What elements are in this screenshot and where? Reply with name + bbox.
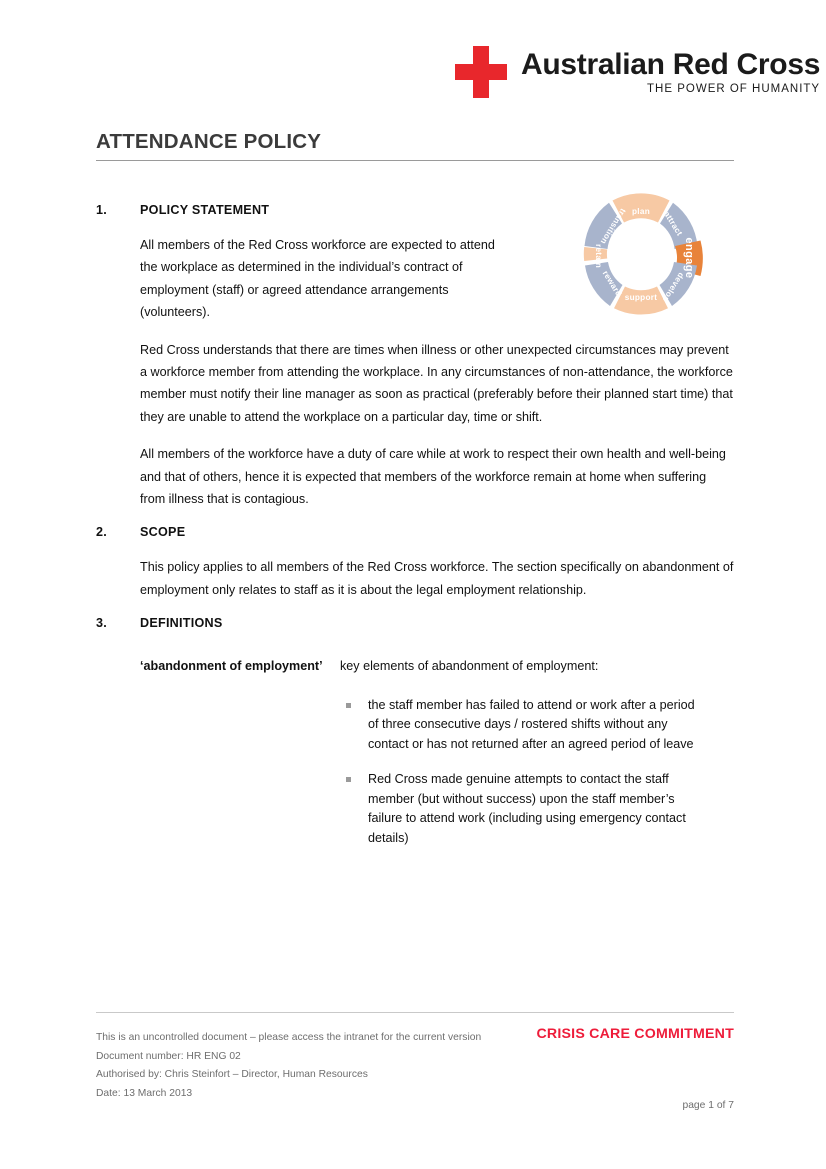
definition-description [340, 655, 734, 864]
logo-text [521, 49, 820, 96]
page-number: page 1 of 7 [682, 1100, 734, 1111]
page-title: ATTENDANCE POLICY [96, 130, 322, 153]
section-title: DEFINITIONS [140, 616, 223, 631]
red-cross-icon [455, 46, 507, 98]
footer-divider [96, 1012, 734, 1013]
donut-label-develop: develop [660, 270, 686, 304]
section-number: 3. [96, 616, 108, 631]
section-heading [96, 525, 734, 539]
donut-label-reward: reward [600, 269, 624, 299]
paragraph: This policy applies to all members of the Red Cross workforce. The section specifically on abandonment of employment only relates to staff as it is about the legal employment relationship. [140, 560, 734, 597]
paragraph: All members of the workforce have a duty of care while at work to respect their own health and well-being and that of others, hence it is expected that members of the workforce remain at home when suffering from illness that is contagious. [140, 447, 726, 507]
definition-term: ‘abandonment of employment’ [140, 659, 323, 674]
paragraph: All members of the Red Cross workforce are expected to attend the workplace as determined in the individual’s contract of employment (staff) or agreed attendance arrangements (volunteers). [140, 238, 495, 320]
donut-label-attract: attract [662, 209, 685, 238]
crisis-care-commitment-tagline: CRISIS CARE COMMITMENT [536, 1026, 734, 1042]
donut-label-support: support [624, 293, 658, 302]
list-item: the staff member has failed to attend or work after a period of three consecutive days / rostered shifts without any contact or has not returned after an agreed period of leave [340, 696, 698, 755]
footer-line: Authorised by: Chris Steinfort – Director, Human Resources [96, 1069, 368, 1081]
donut-label-plan: plan [631, 207, 651, 216]
section-heading [96, 616, 734, 630]
list-item: Red Cross made genuine attempts to contact the staff member (but without success) upon the staff member’s failure to attend work (including using emergency contact details) [340, 770, 698, 848]
brand-logo [455, 46, 820, 98]
footer-line: Document number: HR ENG 02 [96, 1050, 241, 1062]
section-number: 2. [96, 525, 108, 540]
definition-row [140, 655, 734, 864]
title-divider [96, 160, 734, 161]
section-title: POLICY STATEMENT [140, 203, 270, 217]
section-title: SCOPE [140, 525, 186, 540]
section-number: 1. [96, 203, 108, 217]
section-definitions [96, 616, 734, 864]
footer-metadata [96, 1029, 516, 1104]
donut-label-transition: transition [598, 206, 628, 246]
section-policy-statement [96, 203, 734, 510]
section-scope [96, 525, 734, 601]
footer-line: Date: 13 March 2013 [96, 1088, 193, 1100]
paragraph: Red Cross understands that there are times when illness or other unexpected circumstances may prevent a workforce member from attending the workplace. In any circumstances of non-attendance, the workforce member must notify their line manager as soon as practical (preferably before their planned start time) that they are unable to attend the workplace on a particular day, time or shift. [140, 342, 733, 424]
logo-tagline: THE POWER OF HUMANITY [647, 83, 821, 96]
definition-lead: key elements of abandonment of employment: [340, 659, 599, 674]
definition-bullet-list [340, 696, 734, 849]
donut-label-engage: engage [683, 237, 695, 279]
section-heading [96, 203, 734, 217]
footer-line: This is an uncontrolled document – please access the intranet for the current version [96, 1032, 482, 1043]
donut-label-retain: retain [594, 243, 603, 269]
document-body [96, 203, 734, 864]
logo-name: Australian Red Cross [521, 47, 821, 81]
